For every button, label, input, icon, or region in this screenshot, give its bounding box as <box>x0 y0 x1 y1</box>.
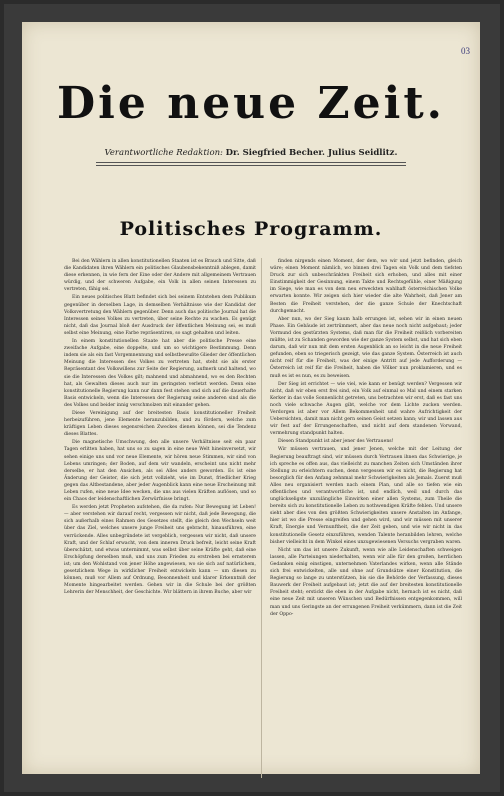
paragraph: In einem konstitutionellen Staate hat aber die politische Presse eine zweifache Aufgabe, eine doppelte, und um so wichtigere Bestimmung. Denn indem sie als ein fast Vorgemnennung und selbstbewußte Glieder der öffentlichen Meinung die Interessen des Volkes zu vertreten hat, steht sie als erster Repräsentant des Volkswillens zur Seite der Regierung, aufmerk und haltend, wo sie die Interessen des Volkes gilt; mahnend und abmahnend, wo es den Rechten hat, als Gewalten dieses auch nur im geringsten verletzt werden. Denn eine konstitutionelle Regierung kann nur dann fest stehen und sich auf die dauerhafte Basis entwickeln, wenn die Interessen der Regierung seine anderen sind als die des Volkes und beider innig verschmolzen mit einander gehen. <box>64 339 256 408</box>
masthead-rule-bottom <box>96 165 406 166</box>
column-divider <box>261 258 262 778</box>
paragraph: Ein neues politisches Blatt befindet sich bei seinem Entstehen dem Publikum gegenüber in derselben Lage, in demselben Verhältnisse wie der Kandidat der Volksvertretung den Wählern gegenüber. Denn auch das politische Journal hat die Interessen seines Volkes zu vertreten, über seine Rechte zu wachen. Es genügt nicht, daß das Journal bloß der Ausdruck der öffentlichen Meinung sei, es muß selbst eine Meinung, eine Farbe repräsentiren, so sagt gehalten und leiten. <box>64 295 256 336</box>
paragraph: Aber nun, wo der Sieg kaum halb errungen ist, sehen wir in einen neuen Phase. Ein Gebäude ist zertrümmert, aber das neue noch nicht aufgebaut; jeder Vormund des gestürzten Systems, daß man für die Freiheit reißlich vorbereiten müßte, ist zu Schanden geworden wie der ganze System selbst, und hat sich eben darum, daß wir nun mit dem ersten Augenblick an so leicht in die neue Freiheit gefunden, eben so triegerisch gezeigt, wie das ganze System. Österreich ist auch nicht reif für die Freiheit, was der einige Antritt auf jede Aufforderung — Österreich ist reif für die Freiheit, haben die Völker nun proklamieren, und es muß es ist es nun, es zu beweisen. <box>270 316 462 379</box>
paragraph: Diese Vereinigung auf der breitesten Basis konstitutioneller Freiheit herbeizuführen, jene Elemente heranzubilden, und zu fördern, welche zum kräftigen Leben dieses segensreichen Zweckes dienen können, sei die Tendenz dieses Blattes. <box>64 410 256 438</box>
archive-page-number: 03 <box>461 46 470 56</box>
left-column <box>64 258 256 784</box>
paragraph: Die magnetische Umschwung, den alle unsere Verhältnisse seit ein paar Tagen erlitten haben, hat uns so zu sagen in eine neue Welt hineinversetzt, wir sehen einige uns und vor neue Elemente, wir hören neue Stimmen, wir sind von Lebens umringen; der Boden, auf dem wir wandeln, erscheint uns nicht mehr derselbe, er hat den Ansichen, als sei Alles anders geworden. Es ist eine Änderung der Geister, die sich jetzt vollzieht, wie im Dunst, friedlicher Krieg gegen das Altbestandene, aber jeder Augenblick kann eine neue Erscheinung mit Leben rufen, eine neue Idee wecken, die uns aus vielen Kräften auflösen, und so ein Chaos der leidenschaftlichen Zerwürfnisse bringt. <box>64 440 256 503</box>
paragraph: Es werden jetzt Propheten aufstehen, die da rufen: Nur Bewegung ist Leben! — aber verstehen wir darauf recht, vergessen wir nicht, daß jede Bewegung, die sich außerhalb eines Rahmen des Gesetzes stellt, die gleich den Wechseln weit über das Ziel, welches unsere junge Freiheit uns gebracht, hinausführen, eine verrückende. Alles unbegründete ist vergeblich, vergessen wir nicht, daß unsere Kraft, und der Schlaf erwacht, von dem inneren Druck befreit, leicht seine Kraft überschätzt, und etwas unternimmt, was selbst über seine Kräfte geht, daß eine Erschöpfung derselben muß, und uns zum Frieden zu erstreben bei ernsterem ist; um den Wohlstand von jener Höhe angewiesen, wo sie sich auf natürlichem, gesetzlichem Wege in wirklicher Freiheit entwickeln kann — um diesen zu können, muß vor Allem auf Ordnung, Besonnenheit und klarer Erkenntniß der Momente hingearbeitet werden. Gehen wir in die Schule bei der größten Lehrerin der Menschheit, der Geschichte. Wir blättern in ihrem Buche, aber wir <box>64 505 256 596</box>
paragraph: Wir müssen vertrauen, und jener Jenen, welche mit der Leitung der Regierung beauftragt sind, wir müssen durch Vertrauen ihnen das Schwierige, je ich spreche es offen aus, das vielleicht zu manchen Zeiten sich Umständen ihrer Stellung zu erleichtern suchen, denn vergessen wir es nicht, die Regierung hat besorglich für den Anfang zehnmal mehr Schwierigkeiten als Jemals. Zuerst muß Alles neu organisiert werden nach einem Plan, und alle so tiefen wie ein offentliches und verantwortliche ist, und endlich, weil und durch das unglückseligste unzulängliche Einwirken einer allen Systems, zum Theile die bereits sich zu konstitutionelle Leben zu nothwendigen Kräfte fehlen. Und unsere sieht aber dies von den größten Schwierigkeiten unsere Anstalten im Anfange, hier ist wo die Presse eingreifen und gehen wird, und wir müssen mit unserer Kraft, Energie und Vernunftheit, die der Zeit geben, und wie wir nicht in das konstitutionelle Gesetz einzuführen, wenden Talente heranbilden lehren, welche bisher vielleicht in dem Winkel eines unzugewiesenen Versuchs vergraben waren. <box>270 447 462 545</box>
editors-names: Dr. Siegfried Becher. Julius Seidlitz. <box>225 148 398 158</box>
newspaper-masthead: Die neue Zeit. <box>57 78 445 129</box>
paragraph: Der Sieg ist errichtet — wie viel, wie kann er benügt werden? Vergessen wir nicht, daß wir eben erst frei sind, ein Volk auf einmal so Mal und einem starken Kerker in das volle Sonnenlicht getreten, uns betrachten wir erst, daß es fast uns noch viele schwache Augen gibt, welche vor dem Lichte zucken werden. Verdorgen ist aber vor Allem Bekommenheit und wahre Aufrichtigkeit der Uebersichten, damit man nicht gern seinen Geist setzen kann; wir und lassen aus wir fest auf der Errungenschaften, und nicht auf dem standenen Vorwand, vermehrung standpunkt halten. <box>270 381 462 437</box>
section-title: Politisches Programm. <box>119 218 383 240</box>
masthead-rule-top <box>96 162 406 163</box>
newspaper-page <box>22 22 480 774</box>
paragraph: Diesen Standpunkt ist aber jener des Vertrauens! <box>278 439 394 445</box>
editors-line <box>22 148 480 158</box>
right-column <box>270 258 462 784</box>
paragraph: finden nirgends einen Moment, der dem, wo wir und jetzt befinden, gleich wäre; einen Moment nämlich, wo binnen drei Tagen ein Volk und dem tiefsten Druck zur sich unbeschränkten Freiheit sich erhoben, und alles mit einer Einstimmigkeit der Gesinnung, einem Takte und Rechtsgefühle, einer Mäßigung im Siege, wie man es von dem neu erweckten wahlhaft österreichischen Volke erwarten konnte. Wir zeigen sich hier wieder die alte Wahrheit, daß Jener am Besten die Freiheit verstehen, der die ganze Schule der Knechtschaft durchgemacht. <box>270 259 462 314</box>
paragraph: Nicht um das ist unsere Zukunft, wenn wie alle Leidenschaften schweigen lassen, alle Parteiungen niederhalten, wenn wir alle für den großen, herrlichen Gedanken einig einstigen, unternehmen Vaterlandes wirken, wenn alle Stände sich frei entwickelten, alle und ohne auf Grundsätze einer Konstitution, die Regierung so lange zu unterstützen, bis sie die Behörde der Verfassung, dieses Bauwerk der Freiheit aufgebaut ist; jetzt die auf der breitesten konstitutionelle Freiheit steht; erstickt die eben in der Aufgabe nicht, hernach ist es nicht, daß eine neue Zeit mit unseren Wünschen und Bedürfnissen entgegenkommen, will man und uns Geringste an der errungenen Freiheit verkümmern, dann ist die Zeit der Oppo- <box>270 547 462 617</box>
paragraph: Bei den Wählern in allen konstitutionellen Staaten ist es Brauch und Sitte, daß die Kandidaten ihren Wählern ein politisches Glaubensbekenntniß ablegen, damit diese erkennen, in wie fern der Eine oder der Andere mit allgemeinem Vertrauen würdig, und der schweren Aufgabe, ein Volk in allen seinen Interessen zu vertreten, fähig sei. <box>64 259 256 293</box>
editors-prefix: Verantwortliche Redaktion: <box>104 148 223 158</box>
